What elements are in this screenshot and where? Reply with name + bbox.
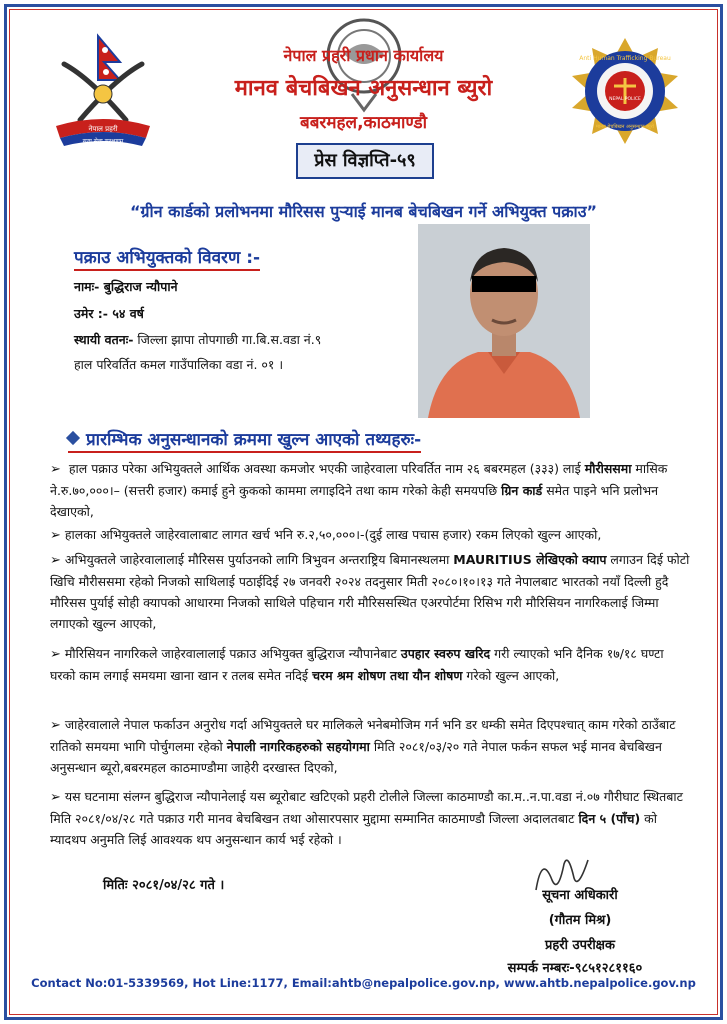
fact-text: हालका अभियुक्तले जाहेरवालाबाट लागत खर्च भनि रु.२,५०,०००।-(दुई लाख पचास हजार) रकम लिएको खुल्न आएको, <box>64 527 602 542</box>
address-label: स्थायी वतनः- <box>74 332 134 347</box>
accused-name-line <box>74 278 178 295</box>
accused-address-line <box>74 331 321 348</box>
fact-text: गरेको खुल्न आएको, <box>462 668 560 683</box>
fact-item <box>50 524 690 546</box>
arrow-bullet-icon: ➢ <box>50 647 61 662</box>
arrow-bullet-icon: ➢ <box>50 553 61 568</box>
bureau-name: मानव बेचबिखन अनुसन्धान ब्युरो <box>234 76 493 101</box>
fact-text: को म्यादथप अनुमति लिई आवश्यक थप अनुसन्धान कार्य भई रहेको । <box>50 811 657 847</box>
accused-section-title: पक्राउ अभियुक्तको विवरण :- <box>74 245 260 271</box>
signatory-contact: सम्पर्क नम्बरः-९८५१२८११६० <box>507 961 643 976</box>
badge-center-text: NEPAL POLICE <box>609 97 641 102</box>
fact-item <box>50 714 690 778</box>
facts-section-title-text: प्रारम्भिक अनुसन्धानको क्रममा खुल्न आएको तथ्यहरुः- <box>86 430 422 450</box>
accused-address: जिल्ला झापा तोपगाछी गा.बि.स.वडा नं.९ <box>133 332 322 347</box>
fact-item <box>50 458 690 522</box>
accused-address-current: हाल परिवर्तित कमल गाउँपालिका वडा नं. ०१ । <box>74 357 284 372</box>
fact-text: मासिक ने.रु.७०,०००।– (सत्तरी हजार) कमाई हुने कुकको काममा लगाइदिने तथा काम गरेको केही समयपछि <box>50 461 668 498</box>
badge-ring-text-bottom: मानव बेचबिखन अनुसन्धान ब्युरो <box>595 124 655 130</box>
headline: “ग्रीन कार्डको प्रलोभनमा मौरिसस पुर्‍याई मानब बेचबिखन गर्ने अभियुक्त पक्राउ” <box>130 202 597 221</box>
fact-bold: चरम श्रम शोषण तथा यौन शोषण <box>312 668 463 683</box>
bullet-icon <box>66 431 80 445</box>
badge-ring-text-top: Anti Human Trafficking Bureau <box>579 55 671 62</box>
fact-text: समेत पाइने भनि प्रलोभन देखाएको, <box>50 483 659 519</box>
fact-text: गरी ल्याएको भनि दैनिक १७/१८ घण्टा घरको काम लगाई समयमा खाना खान र तलब समेत नदिई <box>50 646 664 683</box>
fact-bold: ग्रिन कार्ड <box>501 483 543 498</box>
fact-bold: मौरीससमा <box>584 461 632 476</box>
signatory-name: (गौतम मिश्र) <box>548 913 612 928</box>
accused-photo <box>418 224 590 418</box>
facts-section-title <box>68 427 421 453</box>
fact-bold: नेपाली नागरिकहरुको सहयोगमा <box>226 739 370 754</box>
fact-text: जाहेरवालाले नेपाल फर्काउन अनुरोध गर्दा अभियुक्तले घर मालिकले भनेबमोजिम गर्न भनि डर धम्की समेत दिएपश्चात् काम गरेको ठाउँबाट रातिको समयमा भागि पोर्चुगलमा रहेको <box>50 717 676 754</box>
press-release-title: प्रेस विज्ञप्ति-५९ <box>296 143 434 179</box>
arrow-bullet-icon: ➢ <box>50 790 61 805</box>
bureau-location: बबरमहल,काठमाण्डौ <box>299 113 428 133</box>
fact-item <box>50 549 690 634</box>
fact-bold: दिन ५ (पाँच) <box>578 811 641 826</box>
fact-item <box>50 786 690 850</box>
fact-text: हाल पक्राउ परेका अभियुक्तले आर्थिक अवस्था कमजोर भएकी जाहेरवाला परिवर्तित नाम २६ बबरमहल (३३३) लाई <box>64 461 585 476</box>
accused-age-line <box>74 305 144 322</box>
fact-text: मौरिसियन नागरिकले जाहेरवालालाई पक्राउ अभियुक्त बुद्धिराज न्यौपानेबाट <box>64 646 401 661</box>
fact-text: लगाउन दिई फोटो खिचि मौरीससमा रहेको निजको साथिलाई पठाईदिई २७ जनवरी २०२४ तदनुसार मिती २०८०।१०।१३ गते नेपालबाट भारतको नयाँ दिल्ली हुदै मौरिसस पुर्याई सोही क्यापको आधारमा निजको साथिले पहिचान गरी मौरिससस्थित एअरपोर्टमा रिसिभ गरी मौरिसियन नागरिकलाई जिम्मा लगाएको खुल्न आएको, <box>50 552 690 631</box>
arrow-bullet-icon: ➢ <box>50 462 61 477</box>
arrow-bullet-icon: ➢ <box>50 718 61 733</box>
signatory-title: सूचना अधिकारी <box>542 888 618 903</box>
footer-contact: Contact No:01-5339569, Hot Line:1177, Email:ahtb@nepalpolice.gov.np, www.ahtb.nepalpolice.gov.np <box>31 976 696 990</box>
fact-text: यस घटनामा संलग्न बुद्धिराज न्यौपानेलाई यस ब्यूरोबाट खटिएको प्रहरी टोलीले जिल्ला काठमाण्डौ का.म..न.पा.वडा नं.०७ गौरीघाट स्थितबाट मिति २०८१/०४/२८ गते पक्राउ गरी मानव बेचबिखन तथा ओसारपसार मुद्दामा सम्मानित काठमाण्डौ जिल्ला अदालतबाट <box>50 789 683 826</box>
release-date: मितिः २०८१/०४/२८ गते । <box>103 878 225 893</box>
name-label: नामः- <box>74 279 100 294</box>
eye-censor-bar <box>472 276 536 292</box>
age-label: उमेर :- <box>74 306 108 321</box>
emblem-ribbon-text: नेपाल प्रहरी <box>88 125 118 133</box>
fact-text: अभियुक्तले जाहेरवालालाई मौरिसस पुर्याउनको लागि त्रिभुवन अन्तराष्ट्रिय बिमानस्थलमा <box>64 552 454 567</box>
fact-bold: उपहार स्वरुप खरिद <box>400 646 491 661</box>
emblem-motto-text: सत्य सेवा सुरक्षणम् <box>82 138 124 145</box>
accused-name: बुद्धिराज न्यौपाने <box>99 279 178 294</box>
fact-bold: MAURITIUS लेखिएको क्याप <box>453 552 607 567</box>
fact-text: मिति २०८१/०३/२० गते नेपाल फर्कन सफल भई मानव बेचबिखन अनुसन्धान ब्यूरो,बबरमहल काठमाण्डौमा जाहेरी दरखास्त दिएको, <box>50 739 662 775</box>
arrow-bullet-icon: ➢ <box>50 528 61 543</box>
signatory-rank: प्रहरी उपरीक्षक <box>544 938 615 953</box>
office-name: नेपाल प्रहरी प्रधान कार्यालय <box>283 46 444 65</box>
fact-item <box>50 643 690 686</box>
accused-age: ५४ वर्ष <box>107 306 144 321</box>
